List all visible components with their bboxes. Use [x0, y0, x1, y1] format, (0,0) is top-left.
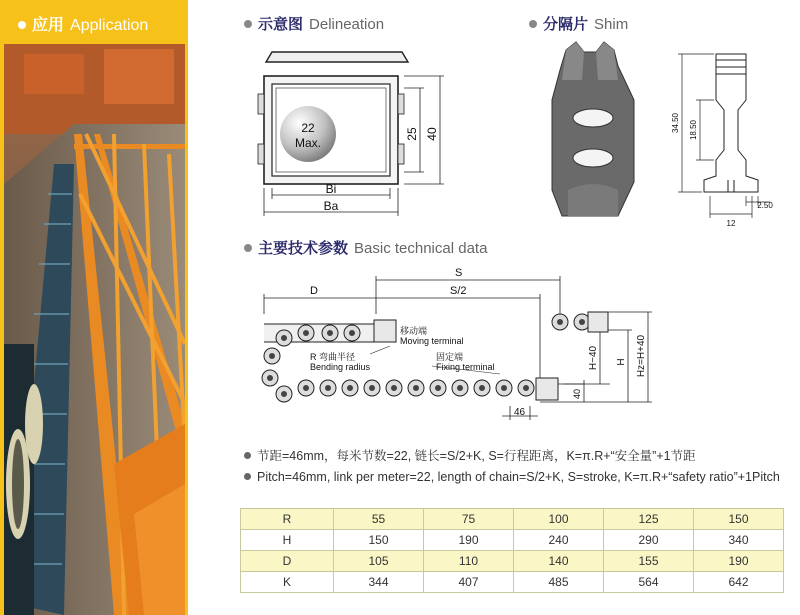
- svg-text:D: D: [310, 285, 318, 297]
- table-row: [241, 530, 784, 551]
- bullet-dot-icon: [18, 21, 26, 29]
- svg-text:Hz=H+40: Hz=H+40: [636, 334, 647, 378]
- table-cell: 150: [694, 509, 784, 530]
- bullet-dot-icon: [529, 20, 537, 28]
- table-cell: 125: [604, 509, 694, 530]
- bullet-dot-icon: [244, 20, 252, 28]
- row-label: D: [241, 551, 334, 572]
- row-label: R: [241, 509, 334, 530]
- shim-title: 分隔片 Shim: [529, 13, 628, 34]
- svg-text:12: 12: [726, 219, 736, 228]
- table-cell: 100: [514, 509, 604, 530]
- table-cell: 155: [604, 551, 694, 572]
- note-english: Pitch=46mm, link per meter=22, length of chain=S/2+K, S=stroke, K=π.R+“safety ratio”+1Pitch: [244, 470, 780, 484]
- table-cell: 340: [694, 530, 784, 551]
- application-title: 应用 Application: [18, 12, 148, 35]
- table-cell: 105: [334, 551, 424, 572]
- spec-table: [240, 508, 784, 593]
- table-cell: 290: [604, 530, 694, 551]
- svg-text:Moving terminal: Moving terminal: [400, 336, 464, 346]
- svg-text:Bi: Bi: [325, 182, 337, 196]
- svg-text:S/2: S/2: [450, 285, 467, 297]
- note-chinese: 节距=46mm，每米节数=22, 链长=S/2+K, S=行程距离，K=π.R+“安全量”+1节距: [244, 446, 696, 464]
- row-label: K: [241, 572, 334, 593]
- svg-text:固定端: 固定端: [436, 352, 464, 362]
- svg-text:S: S: [455, 267, 463, 279]
- table-cell: 642: [694, 572, 784, 593]
- table-cell: 485: [514, 572, 604, 593]
- bullet-dot-icon: [244, 244, 252, 252]
- industrial-walkway-image: [4, 44, 185, 615]
- table-cell: 407: [424, 572, 514, 593]
- shim-dimension-drawing: [670, 40, 780, 230]
- bullet-dot-icon: [244, 473, 251, 480]
- svg-text:18.50: 18.50: [689, 119, 698, 141]
- table-cell: 190: [694, 551, 784, 572]
- svg-text:2.50: 2.50: [757, 201, 773, 210]
- svg-text:34.50: 34.50: [671, 112, 680, 134]
- delineation-drawing: [252, 44, 472, 224]
- table-cell: 110: [424, 551, 514, 572]
- table-cell: 150: [334, 530, 424, 551]
- svg-text:40: 40: [425, 127, 439, 141]
- table-cell: 75: [424, 509, 514, 530]
- basic-data-title: 主要技术参数 Basic technical data: [244, 237, 487, 258]
- table-cell: 190: [424, 530, 514, 551]
- table-cell: 564: [604, 572, 694, 593]
- svg-text:22: 22: [301, 121, 315, 135]
- svg-text:25: 25: [405, 127, 419, 141]
- row-label: H: [241, 530, 334, 551]
- svg-text:Max.: Max.: [294, 136, 322, 150]
- table-row: [241, 509, 784, 530]
- table-cell: 344: [334, 572, 424, 593]
- svg-text:46: 46: [514, 407, 526, 418]
- application-panel: [0, 0, 188, 615]
- table-cell: 240: [514, 530, 604, 551]
- svg-text:移动端: 移动端: [400, 326, 428, 336]
- chain-diagram: [240, 262, 660, 432]
- svg-text:Ba: Ba: [323, 199, 339, 213]
- svg-text:Bending radius: Bending radius: [310, 362, 371, 372]
- table-cell: 140: [514, 551, 604, 572]
- svg-text:H−40: H−40: [588, 345, 599, 371]
- application-photo: [4, 44, 185, 615]
- delineation-title: 示意图 Delineation: [244, 13, 384, 34]
- svg-text:Fixing terminal: Fixing terminal: [436, 362, 495, 372]
- bullet-dot-icon: [244, 452, 251, 459]
- svg-text:H: H: [616, 358, 627, 366]
- table-row: [241, 551, 784, 572]
- shim-3d-image: [548, 40, 660, 220]
- table-cell: 55: [334, 509, 424, 530]
- svg-text:40: 40: [572, 388, 582, 400]
- table-row: [241, 572, 784, 593]
- svg-text:R 弯曲半径: R 弯曲半径: [310, 352, 356, 362]
